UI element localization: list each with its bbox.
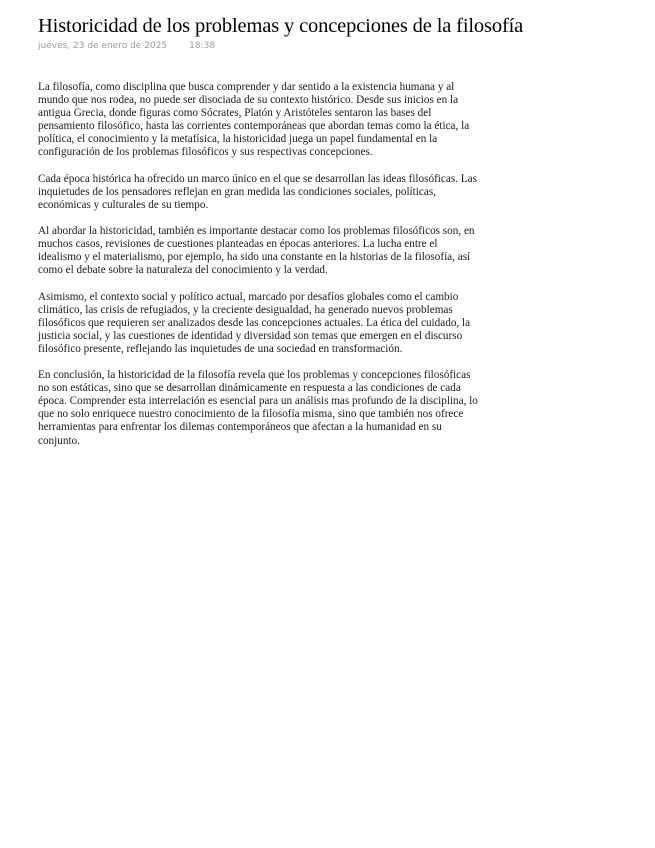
page-title[interactable]: Historicidad de los problemas y concepciones de la filosofía <box>38 15 524 37</box>
paragraph[interactable]: En conclusión, la historicidad de la filosofía revela que los problemas y concepciones filosóficas no son estáticas, sino que se desarrollan dinámicamente en respuesta a las condiciones de cada época. Comprender esta interrelación es esencial para un análisis mas profundo de la disciplina, lo que no solo enriquece nuestro conocimiento de la filosofía misma, sino que también nos ofrece herramientas para enfrentar los dilemas contemporáneos que afectan a la humanidad en su conjunto. <box>38 369 478 447</box>
paragraph[interactable]: La filosofía, como disciplina que busca comprender y dar sentido a la existencia humana y al mundo que nos rodea, no puede ser disociada de su contexto histórico. Desde sus inicios en la antigua Grecia, donde figuras como Sócrates, Platón y Aristóteles sentaron las bases del pensamiento filosófico, hasta las corrientes contemporáneas que abordan temas como la ética, la política, el conocimiento y la metafísica, la historicidad juega un papel fundamental en la configuración de los problemas filosóficos y sus respectivas concepciones. <box>38 81 470 159</box>
page-time: 18:38 <box>189 41 216 51</box>
paragraph[interactable]: Cada época histórica ha ofrecido un marco único en el que se desarrollan las ideas filosóficas. Las inquietudes de los pensadores reflejan en gran medida las condiciones sociales, políticas, económicas y culturales de su tiempo. <box>38 172 477 211</box>
paragraph[interactable]: Al abordar la historicidad, también es importante destacar como los problemas filosóficos son, en muchos casos, revisiones de cuestiones planteadas en épocas anteriores. La lucha entre el idealismo y el materialismo, por ejemplo, ha sido una constante en la historias de la filosofía, así como el debate sobre la naturaleza del conocimiento y la verdad. <box>38 225 475 277</box>
page-date: jueves, 23 de enero de 2025 <box>38 41 168 51</box>
paragraph[interactable]: Asimismo, el contexto social y político actual, marcado por desafíos globales como el cambio climático, las crisis de refugiados, y la creciente desigualdad, ha generado nuevos problemas filosóficos que requieren ser analizados desde las concepciones actuales. La ética del cuidado, la justicia social, y las cuestiones de identidad y diversidad son temas que emergen en el discurso filosófico presente, reflejando las inquietudes de una sociedad en transformación. <box>38 290 471 355</box>
page-metadata <box>38 40 215 52</box>
note-body[interactable] <box>38 81 483 461</box>
